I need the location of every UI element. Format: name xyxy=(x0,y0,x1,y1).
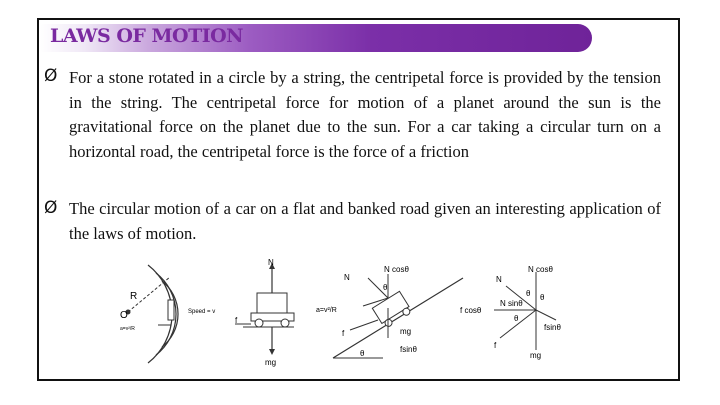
bullet-arrow-icon: Ø xyxy=(44,66,58,86)
banked-accel-label: a=v²/R xyxy=(316,307,337,314)
fbd-weight-label: mg xyxy=(530,351,542,360)
bullet-paragraph-1: For a stone rotated in a circle by a string, the centripetal force is provided by the tension in the string. The centripetal force for motion of a planet around the sun is the gravitational force on the planet due to the sun. For a car taking a circular turn on a horizontal road, the centripetal force is the force of a friction xyxy=(69,68,661,161)
banked-friction-label: f xyxy=(342,329,345,338)
fbd-friction-label: f xyxy=(494,341,497,350)
flat-road-car-diagram xyxy=(185,255,295,370)
banked-theta-bottom: θ xyxy=(360,349,365,358)
fbd-fcos-label: f cosθ xyxy=(460,306,482,315)
fbd-ncos-label: N cosθ xyxy=(528,265,553,274)
banked-normal-label: N xyxy=(344,273,350,282)
fbd-normal-label: N xyxy=(496,275,502,284)
fbd-theta-b: θ xyxy=(514,314,519,323)
banked-fsin-label: fsinθ xyxy=(400,345,417,354)
bullet-paragraph-2: The circular motion of a car on a flat and banked road given an interesting application of the laws of motion. xyxy=(69,199,661,243)
slide-title: LAWS OF MOTION xyxy=(50,25,244,47)
banked-ncos-label: N cosθ xyxy=(384,265,409,274)
free-body-diagram xyxy=(458,258,588,368)
banked-theta-top: θ xyxy=(383,283,388,292)
speed-label: Speed = v xyxy=(188,309,216,315)
fbd-theta-c: θ xyxy=(540,293,545,302)
accel-label: a=v²/R xyxy=(120,326,135,332)
friction-label: f xyxy=(235,316,238,325)
fbd-fsin-label: fsinθ xyxy=(544,323,561,332)
radius-label: R xyxy=(130,291,138,302)
weight-label: mg xyxy=(265,358,277,367)
bullet-arrow-icon: Ø xyxy=(44,198,58,218)
normal-force-label: N xyxy=(268,258,274,267)
fbd-nsin-label: N sinθ xyxy=(500,299,523,308)
banked-road-diagram xyxy=(308,258,468,368)
center-label: O xyxy=(120,310,128,321)
fbd-theta-a: θ xyxy=(526,289,531,298)
banked-weight-label: mg xyxy=(400,327,412,336)
